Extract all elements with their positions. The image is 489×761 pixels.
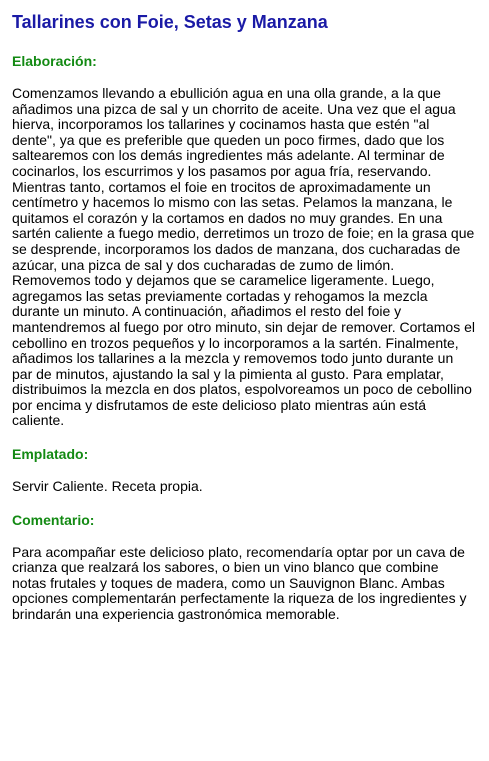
emplatado-text: Servir Caliente. Receta propia. [12, 478, 203, 495]
comentario-text: Para acompañar este delicioso plato, recomendaría optar por un cava de crianza que realzará los sabores, o bien un vino blanco que combine notas frutales y toques de madera, como un Sauvignon Blanc. Ambas opciones complementarán perfectamente la riqueza de los ingredientes y brindarán una experiencia gastronómica memorable. [12, 543, 467, 623]
emplatado-heading: Emplatado: [12, 446, 89, 463]
recipe-title: Tallarines con Foie, Setas y Manzana [12, 12, 328, 32]
comentario-heading: Comentario: [12, 511, 95, 528]
elaboracion-heading: Elaboración: [12, 53, 97, 69]
elaboracion-text: Comenzamos llevando a ebullición agua en una olla grande, a la que añadimos una pizca de sal y un chorrito de aceite. Una vez que el agua hierva, incorporamos los tallarines y cocinamos hasta que estén "al dente", ya que es preferible que queden un poco firmes, dado que los saltearemos con los demás ingredientes más adelante. Al terminar de cocinarlos, los escurrimos y los pasamos por agua fría, reservando. Mientras tanto, cortamos el foie en trocitos de aproximadamente un centímetro y hacemos lo mismo con las setas. Pelamos la manzana, le quitamos el corazón y la cortamos en dados no muy grandes. En una sartén caliente a fuego medio, derretimos un trozo de foie; en la grasa que se desprende, incorporamos los dados de manzana, dos cucharadas de azúcar, una pizca de sal y dos cucharadas de zumo de limón. Removemos todo y dejamos que se caramelice ligeramente. Luego, agregamos las setas previamente cortadas y rehogamos la mezcla durante un minuto. A continuación, añadimos el resto del foie y mantendremos al fuego por otro minuto, sin dejar de remover. Cortamos el cebollino en trozos pequeños y lo incorporamos a la sartén. Finalmente, añadimos los tallarines a la mezcla y removemos todo junto durante un par de minutos, ajustando la sal y la pimienta al gusto. Para emplatar, distribuimos la mezcla en dos platos, espolvoreamos un poco de cebollino por encima y disfrutamos de este delicioso plato mientras aún está caliente. [12, 85, 476, 429]
